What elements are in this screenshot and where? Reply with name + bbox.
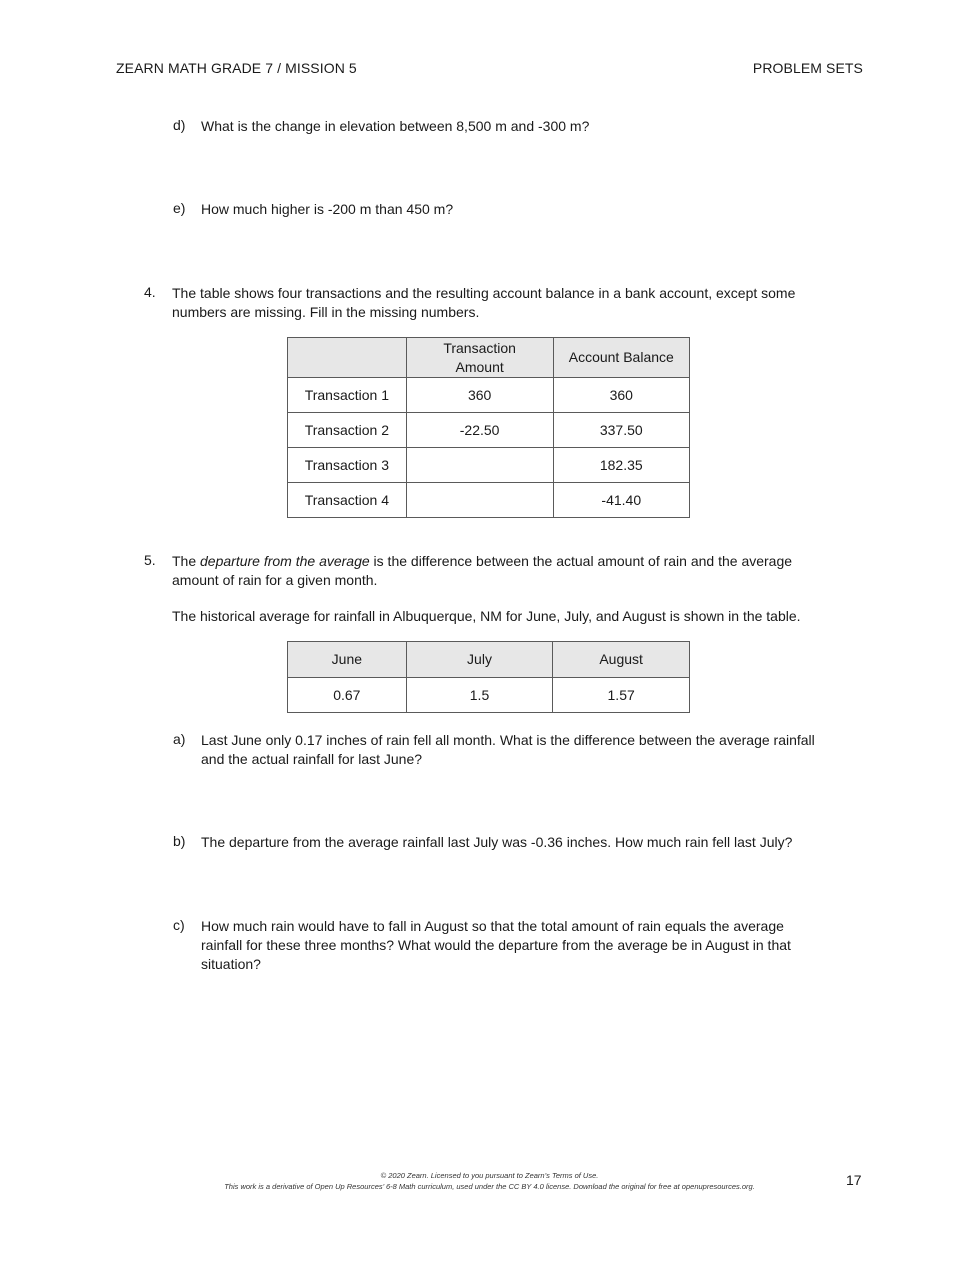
transaction-label: Transaction 1 bbox=[288, 378, 407, 413]
transactions-header-blank bbox=[288, 338, 407, 378]
q4-number: 4. bbox=[144, 284, 156, 300]
transaction-label: Transaction 3 bbox=[288, 448, 407, 483]
q5b-label: b) bbox=[173, 833, 186, 849]
rainfall-header-row bbox=[288, 642, 690, 678]
q5c-line1: How much rain would have to fall in August so that the total amount of rain equals the average bbox=[201, 918, 784, 934]
q3d-text: What is the change in elevation between 8,500 m and -300 m? bbox=[201, 118, 590, 134]
q5a-line1: Last June only 0.17 inches of rain fell all month. What is the difference between the average rainfall bbox=[201, 732, 815, 748]
q5c-line2: rainfall for these three months? What would the departure from the average be in August in that bbox=[201, 937, 791, 953]
header-title: ZEARN MATH GRADE 7 / MISSION 5 bbox=[116, 60, 357, 76]
q4-text-line2: numbers are missing. Fill in the missing numbers. bbox=[172, 304, 480, 320]
footer-copyright bbox=[0, 1170, 979, 1192]
table-row bbox=[288, 413, 690, 448]
table-row bbox=[288, 448, 690, 483]
q4-text-line1: The table shows four transactions and the resulting account balance in a bank account, except some bbox=[172, 285, 796, 301]
q5-intro-term: departure from the average bbox=[200, 553, 370, 569]
q3e-text: How much higher is -200 m than 450 m? bbox=[201, 201, 454, 217]
q5-historical: The historical average for rainfall in Albuquerque, NM for June, July, and August is shown in the table. bbox=[172, 608, 801, 624]
transaction-amount: 360 bbox=[406, 378, 553, 413]
q4-text bbox=[172, 284, 872, 322]
rainfall-july: 1.5 bbox=[406, 678, 553, 713]
q5-intro bbox=[172, 552, 872, 590]
q5c-label: c) bbox=[173, 917, 185, 933]
transactions-header-balance: Account Balance bbox=[553, 338, 689, 378]
q3e-label: e) bbox=[173, 200, 186, 216]
rainfall-header-june: June bbox=[288, 642, 407, 678]
table-row bbox=[288, 678, 690, 713]
q5-intro-pre: The bbox=[172, 553, 201, 569]
q5c-line3: situation? bbox=[201, 956, 261, 972]
q5c-text bbox=[201, 917, 881, 974]
table-row bbox=[288, 378, 690, 413]
transaction-amount-blank[interactable] bbox=[406, 483, 553, 518]
transaction-amount: -22.50 bbox=[406, 413, 553, 448]
rainfall-header-august: August bbox=[553, 642, 690, 678]
account-balance: 182.35 bbox=[553, 448, 689, 483]
transactions-header-amount: Transaction Amount bbox=[406, 338, 553, 378]
transaction-label: Transaction 2 bbox=[288, 413, 407, 448]
rainfall-header-july: July bbox=[406, 642, 553, 678]
rainfall-august: 1.57 bbox=[553, 678, 690, 713]
rainfall-june: 0.67 bbox=[288, 678, 407, 713]
page-number: 17 bbox=[846, 1172, 862, 1188]
q5-intro-line1 bbox=[172, 552, 872, 571]
transaction-amount-blank[interactable] bbox=[406, 448, 553, 483]
transactions-table bbox=[287, 337, 690, 518]
q5-intro-line2: amount of rain for a given month. bbox=[172, 572, 378, 588]
header-section: PROBLEM SETS bbox=[752, 60, 863, 76]
transaction-label: Transaction 4 bbox=[288, 483, 407, 518]
q5b-text: The departure from the average rainfall last July was -0.36 inches. How much rain fell last July? bbox=[201, 834, 793, 850]
account-balance: 360 bbox=[553, 378, 689, 413]
table-row bbox=[288, 483, 690, 518]
q5a-label: a) bbox=[173, 731, 186, 747]
q5a-text bbox=[201, 731, 881, 769]
q5a-line2: and the actual rainfall for last June? bbox=[201, 751, 423, 767]
rainfall-table bbox=[287, 641, 690, 713]
account-balance: 337.50 bbox=[553, 413, 689, 448]
q5-intro-post: is the difference between the actual amount of rain and the average bbox=[369, 553, 793, 569]
q5-number: 5. bbox=[144, 552, 156, 568]
account-balance: -41.40 bbox=[553, 483, 689, 518]
q3d-label: d) bbox=[173, 117, 186, 133]
transactions-header-row bbox=[288, 338, 690, 378]
footer-license-line: This work is a derivative of Open Up Resources’ 6-8 Math curriculum, used under the CC BY 4.0 license. Download the original for free at openupresources.org. bbox=[224, 1182, 755, 1191]
footer-copyright-line: © 2020 Zearn. Licensed to you pursuant to Zearn’s Terms of Use. bbox=[380, 1171, 599, 1180]
